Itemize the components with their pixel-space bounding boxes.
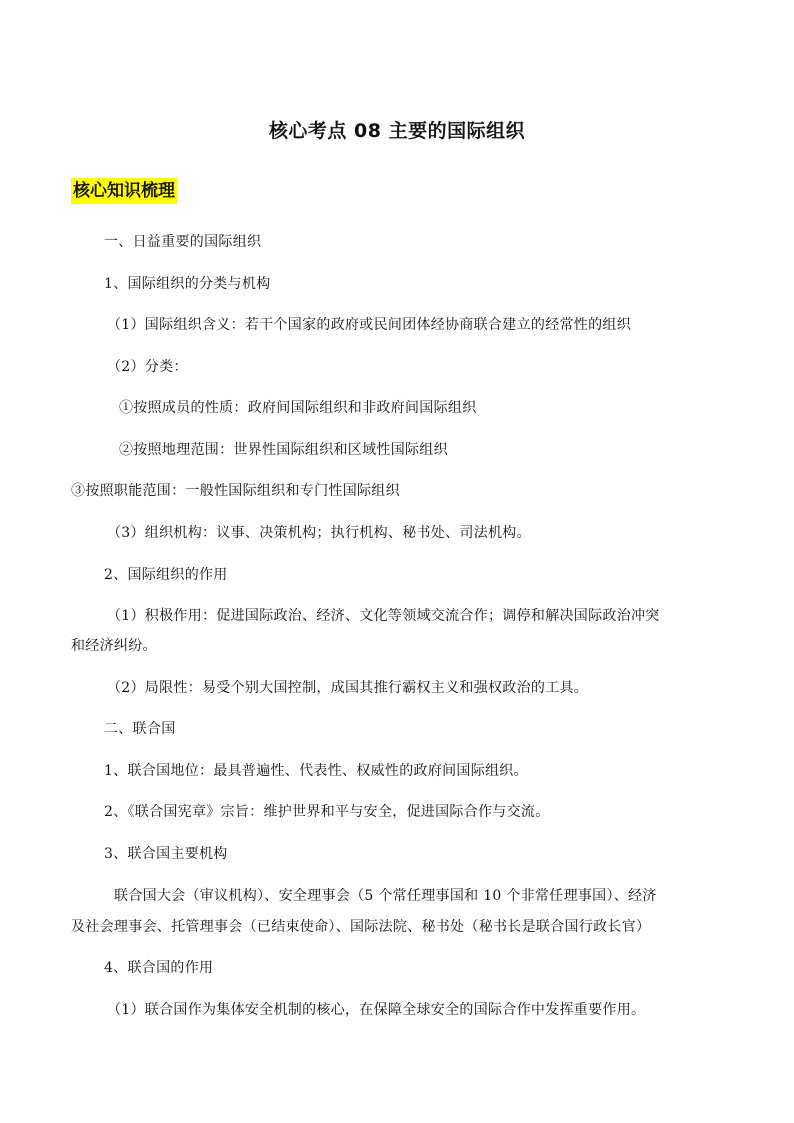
heading-level1-international-organizations: 一、日益重要的国际组织 — [104, 234, 262, 250]
section-heading-highlighted: 核心知识梳理 — [71, 178, 177, 204]
list-item-by-geography: ②按照地理范围：世界性国际组织和区域性国际组织 — [119, 442, 448, 458]
paragraph-positive-role-continued: 和经济纠纷。 — [71, 638, 157, 654]
paragraph-un-charter-purpose: 2、《联合国宪章》宗旨：维护世界和平与安全，促进国际合作与交流。 — [104, 804, 550, 820]
heading-role-of-organizations: 2、国际组织的作用 — [104, 567, 228, 583]
page-title: 核心考点 08 主要的国际组织 — [268, 120, 526, 142]
paragraph-classification: （2）分类： — [107, 359, 188, 375]
heading-level1-united-nations: 二、联合国 — [104, 721, 176, 737]
paragraph-un-status: 1、联合国地位：最具普遍性、代表性、权威性的政府间国际组织。 — [104, 763, 528, 779]
list-item-by-membership: ①按照成员的性质：政府间国际组织和非政府间国际组织 — [119, 400, 477, 416]
paragraph-un-organs: 联合国大会（审议机构）、安全理事会（5 个常任理事国和 10 个非常任理事国）、经济 — [114, 888, 657, 904]
paragraph-un-collective-security: （1）联合国作为集体安全机制的核心，在保障全球安全的国际合作中发挥重要作用。 — [107, 1002, 646, 1018]
paragraph-organizational-structure: （3）组织机构：议事、决策机构；执行机构、秘书处、司法机构。 — [107, 525, 531, 541]
paragraph-limitations: （2）局限性：易受个别大国控制，成国其推行霸权主义和强权政治的工具。 — [107, 680, 589, 696]
paragraph-definition: （1）国际组织含义：若干个国家的政府或民间团体经协商联合建立的经常性的组织 — [107, 317, 632, 333]
heading-un-main-organs: 3、联合国主要机构 — [104, 846, 228, 862]
paragraph-un-organs-continued: 及社会理事会、托管理事会（已结束使命）、国际法院、秘书处（秘书长是联合国行政长官） — [71, 919, 651, 935]
paragraph-positive-role: （1）积极作用：促进国际政治、经济、文化等领域交流合作；调停和解决国际政治冲突 — [107, 608, 660, 624]
heading-un-role: 4、联合国的作用 — [104, 960, 214, 976]
list-item-by-function: ③按照职能范围：一般性国际组织和专门性国际组织 — [71, 483, 400, 499]
heading-classification-and-structure: 1、国际组织的分类与机构 — [104, 276, 271, 292]
